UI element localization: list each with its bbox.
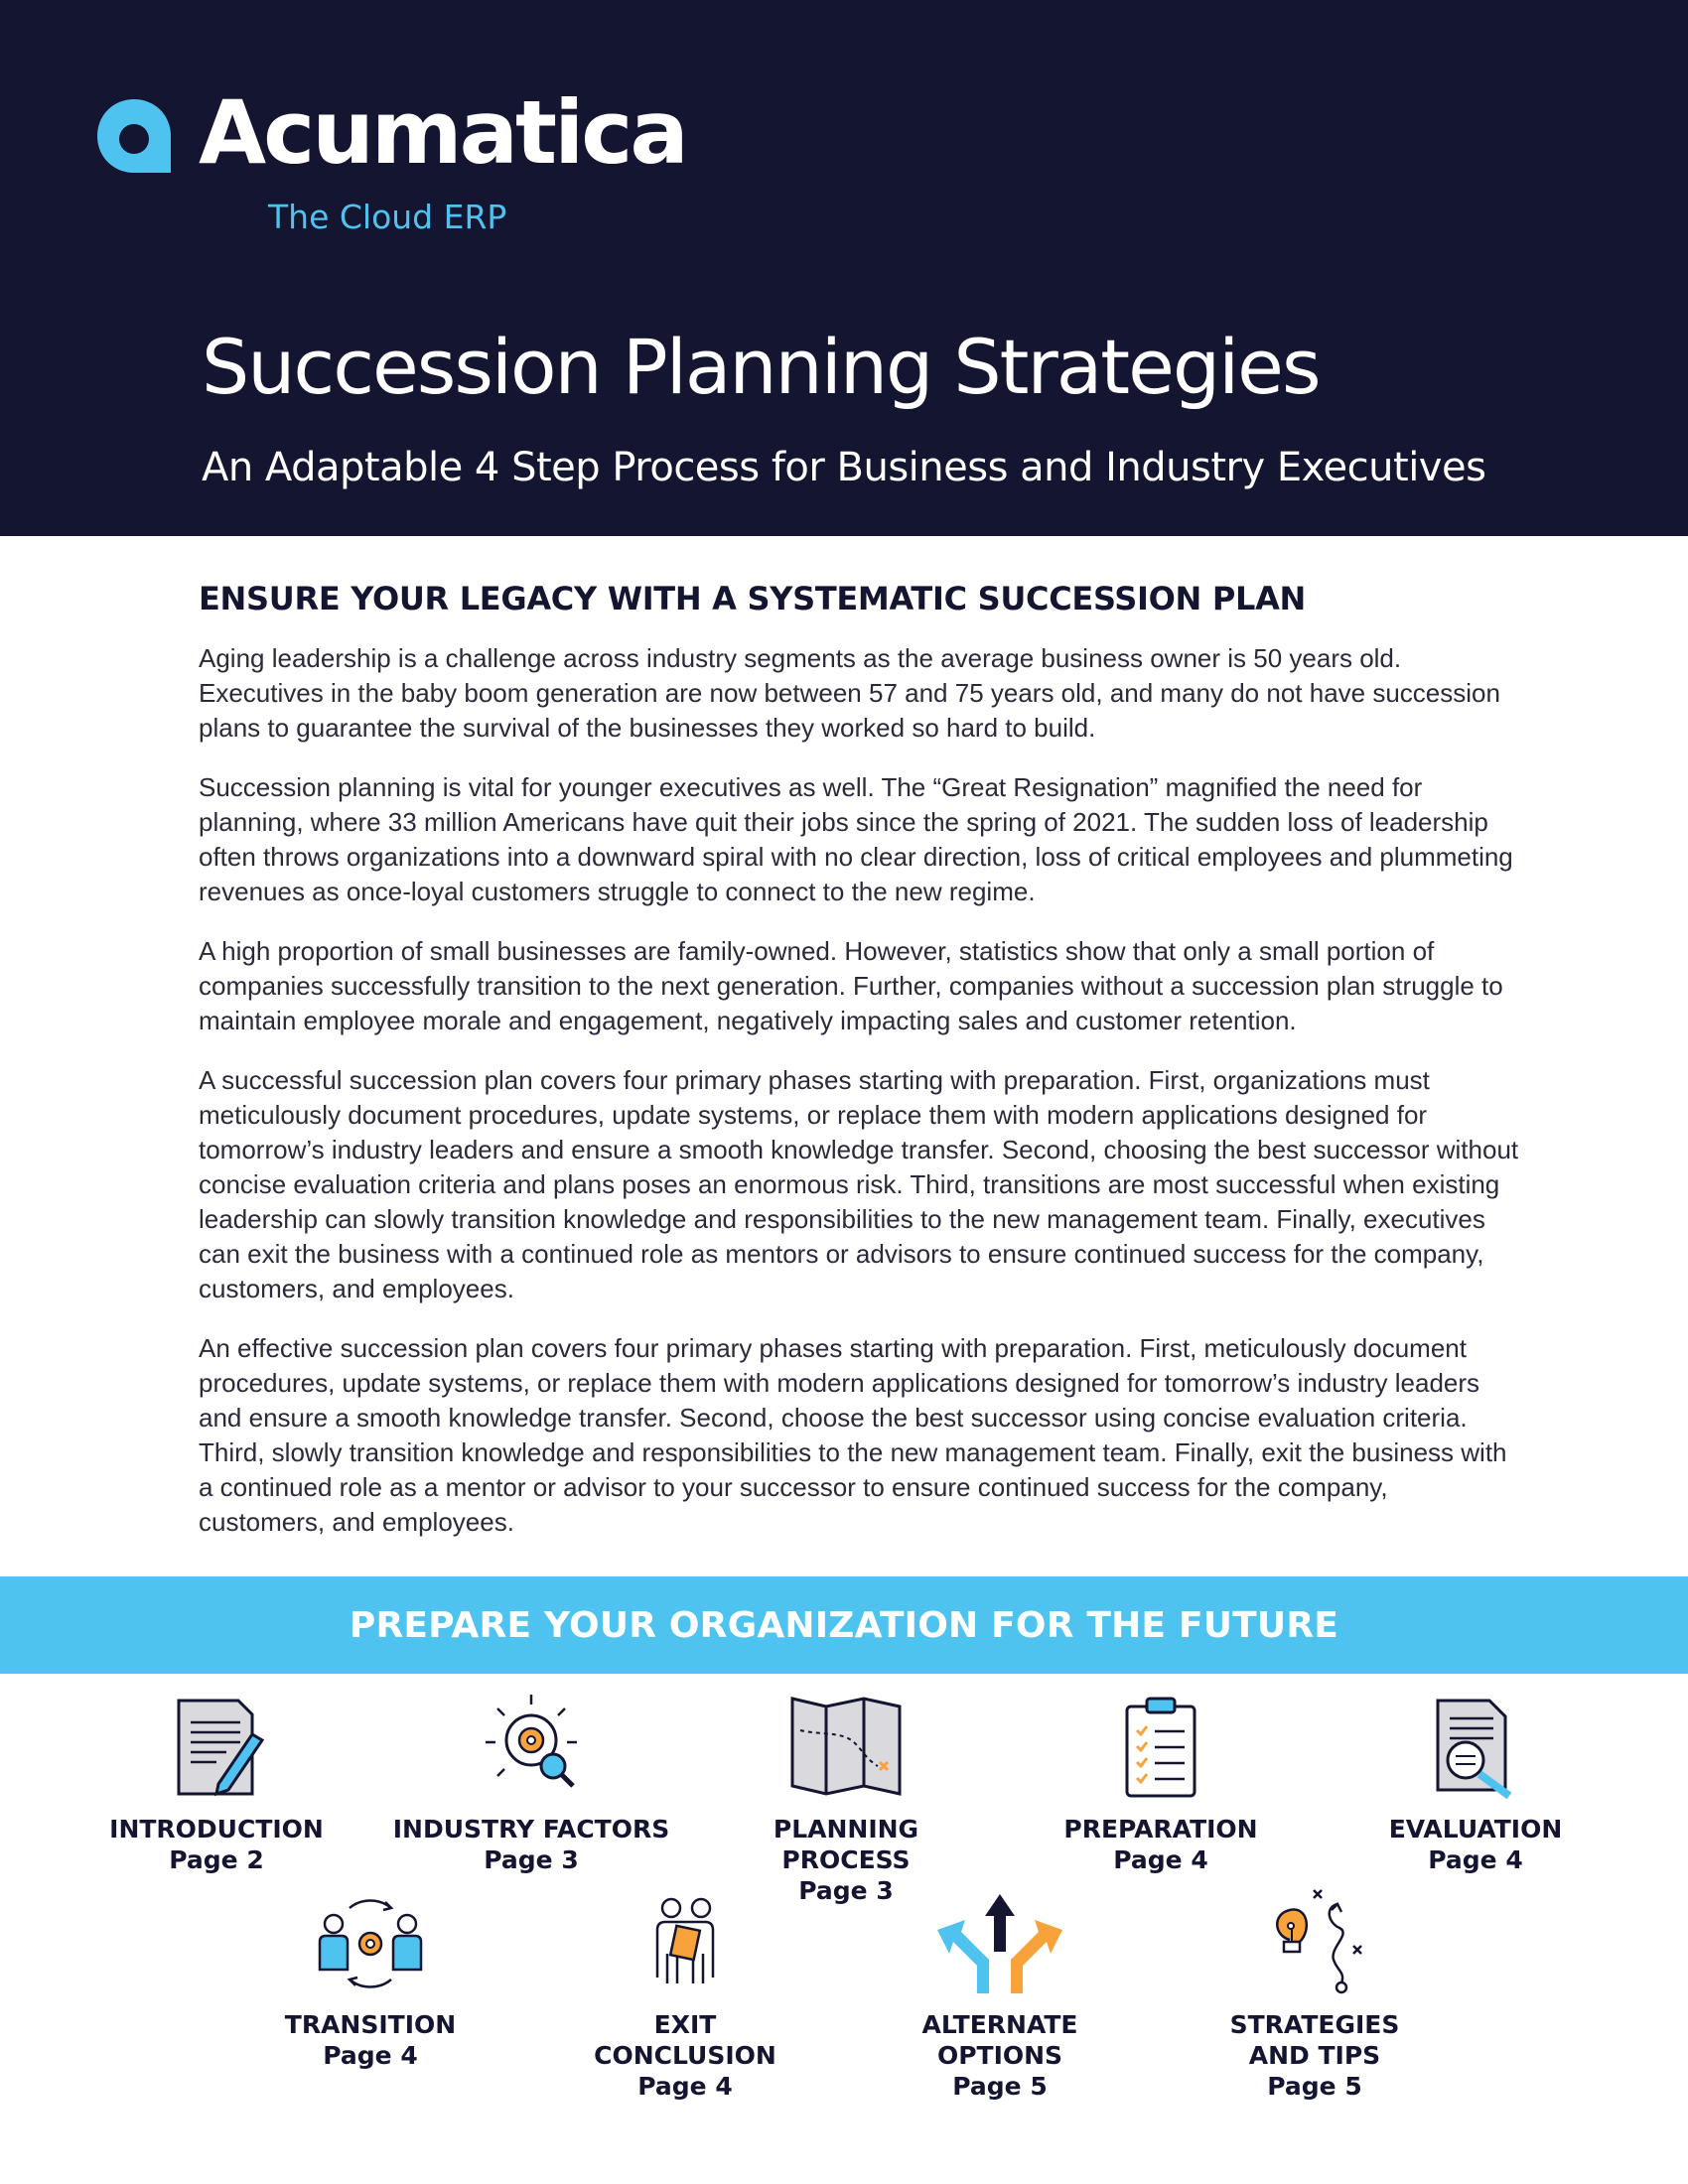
clipboard-checklist-icon — [1111, 1693, 1210, 1802]
document-pencil-icon — [167, 1693, 266, 1802]
paragraph: A successful succession plan covers four primary phases starting with preparation. First, organizations must meticulously document procedures, update systems, or replace them with modern applications designed for tomorrow’s industry leaders and ensure a smooth knowledge transfer. Second, choosing the best successor without concise evaluation criteria and plans poses an enormous risk. Third, transitions are most successful when existing leadership can slowly transition knowledge and responsibilities to the new management team. Finally, executives can exit the business with a continued role as mentors or advisors to ensure continued success for the company, customers, and employees. — [199, 1065, 1519, 1303]
article-body — [199, 580, 1519, 1565]
nav-item-exit-conclusion[interactable] — [546, 1894, 824, 2102]
gear-magnifier-icon — [482, 1693, 581, 1802]
document-magnifier-icon — [1426, 1693, 1525, 1802]
nav-label: INDUSTRY FACTORS — [392, 1815, 670, 1843]
nav-item-planning-process[interactable] — [707, 1693, 985, 1906]
section-band — [0, 1576, 1688, 1674]
paragraph: An effective succession plan covers four primary phases starting with preparation. First, meticulously document procedures, update systems, or replace them with modern applications designed for tomorrow’s industry leaders and ensure a smooth knowledge transfer. Second, choose the best successor using concise evaluation criteria. Third, slowly transition knowledge and responsibilities to the new management team. Finally, exit the business with a continued role as a mentor or advisor to your successor to ensure continued success for the company, customers, and employees. — [199, 1333, 1507, 1537]
page-subtitle: An Adaptable 4 Step Process for Business and Industry Executives — [202, 445, 1486, 490]
nav-page: Page 3 — [798, 1876, 894, 1905]
nav-item-transition[interactable] — [231, 1894, 509, 2071]
handoff-icon — [635, 1894, 735, 1993]
nav-item-evaluation[interactable] — [1336, 1693, 1615, 1875]
nav-page: Page 3 — [484, 1845, 579, 1874]
lightbulb-strategy-icon — [1260, 1884, 1369, 1995]
nav-page: Page 4 — [1428, 1845, 1523, 1874]
nav-item-strategies-and-tips[interactable] — [1176, 1884, 1454, 2102]
nav-label: INTRODUCTION — [109, 1815, 324, 1843]
nav-item-alternate-options[interactable] — [861, 1894, 1139, 2102]
nav-item-introduction[interactable] — [77, 1693, 355, 1875]
nav-label: OPTIONS — [936, 2041, 1063, 2070]
nav-page: Page 4 — [637, 2072, 733, 2101]
people-exchange-icon — [316, 1894, 425, 1993]
paragraph: A high proportion of small businesses are family-owned. However, statistics show that only a small portion of companies successfully transition to the next generation. Further, companies without a succession plan struggle to maintain employee morale and engagement, negatively impacting sales and customer retention. — [199, 936, 1503, 1035]
nav-page: Page 2 — [169, 1845, 264, 1874]
acumatica-logo-icon — [95, 97, 173, 177]
paragraph: Aging leadership is a challenge across industry segments as the average business owner is 50 years old. Executives in the baby boom generation are now between 57 and 75 years old, and many do not have succession plans to guarantee the survival of the businesses they worked so hard to build. — [199, 643, 1500, 743]
brand-name: Acumatica — [199, 81, 686, 184]
map-icon — [786, 1693, 906, 1802]
nav-label: ALTERNATE — [921, 2010, 1078, 2039]
nav-label: EVALUATION — [1388, 1815, 1563, 1843]
section-heading: ENSURE YOUR LEGACY WITH A SYSTEMATIC SUCCESSION PLAN — [199, 580, 1307, 617]
split-arrows-icon — [935, 1894, 1064, 1993]
nav-label: AND TIPS — [1248, 2041, 1381, 2070]
nav-page: Page 4 — [323, 2041, 418, 2070]
nav-label: EXIT — [653, 2010, 717, 2039]
nav-label: PLANNING PROCESS — [773, 1815, 919, 1874]
paragraph: Succession planning is vital for younger executives as well. The “Great Resignation” magnified the need for planning, where 33 million Americans have quit their jobs since the spring of 2021. The sudden loss of leadership often throws organizations into a downward spiral with no clear direction, loss of critical employees and plummeting revenues as once-loyal customers struggle to connect to the new regime. — [199, 772, 1513, 906]
nav-label: CONCLUSION — [594, 2041, 776, 2070]
band-heading: PREPARE YOUR ORGANIZATION FOR THE FUTURE — [349, 1604, 1339, 1646]
nav-page: Page 4 — [1113, 1845, 1208, 1874]
brand-tagline: The Cloud ERP — [268, 198, 507, 236]
nav-page: Page 5 — [952, 2072, 1048, 2101]
nav-item-preparation[interactable] — [1022, 1693, 1300, 1875]
nav-label: TRANSITION — [284, 2010, 457, 2039]
nav-label: PREPARATION — [1063, 1815, 1258, 1843]
nav-item-industry-factors[interactable] — [392, 1693, 670, 1875]
acumatica-logo[interactable] — [95, 97, 173, 177]
nav-page: Page 5 — [1267, 2072, 1362, 2101]
header-banner — [0, 0, 1688, 536]
nav-label: STRATEGIES — [1229, 2010, 1400, 2039]
page-title: Succession Planning Strategies — [202, 323, 1320, 411]
